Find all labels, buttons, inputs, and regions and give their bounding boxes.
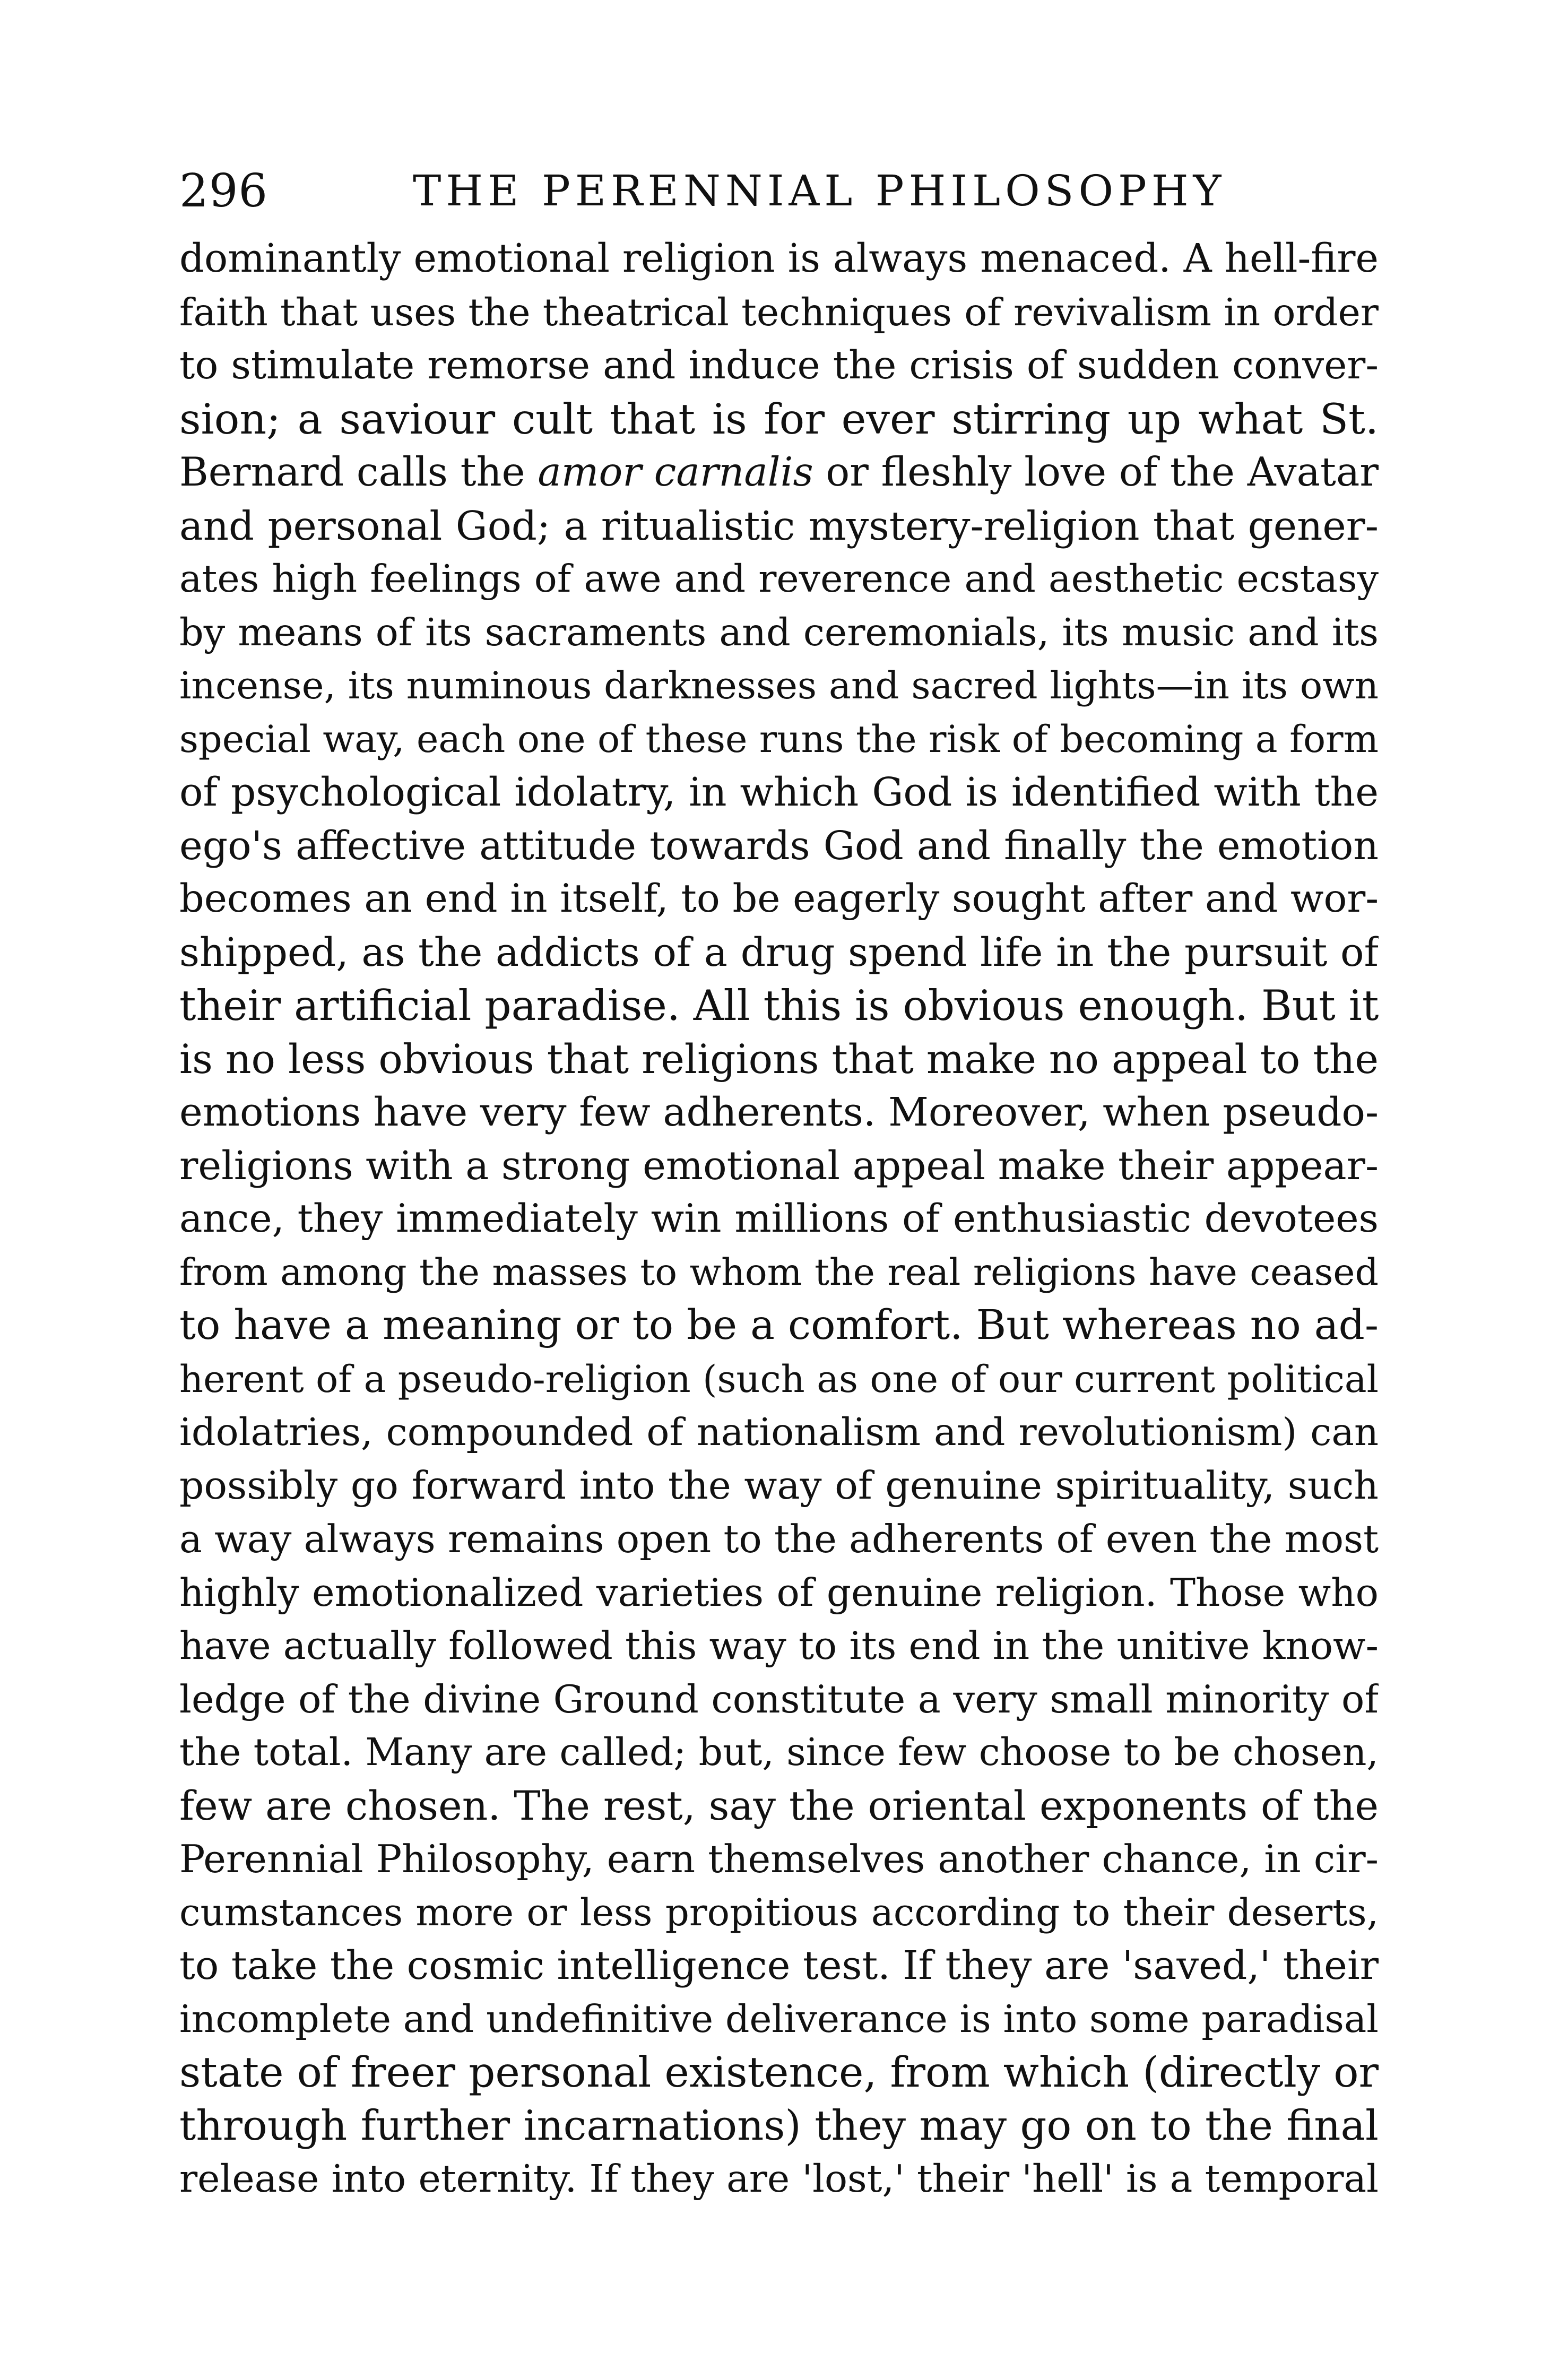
text-line: by means of its sacraments and ceremonials, its music and its: [179, 610, 1379, 654]
text-line: cumstances more or less propitious according to their deserts,: [179, 1890, 1379, 1934]
text-line: from among the masses to whom the real religions have ceased: [179, 1250, 1379, 1294]
text-line: to take the cosmic intelligence test. If they are 'saved,' their: [179, 1943, 1379, 1988]
text-line: their artificial paradise. All this is obvious enough. But it: [179, 981, 1379, 1030]
text-line: and personal God; a ritualistic mystery-religion that gener-: [179, 502, 1379, 549]
text-line: is no less obvious that religions that make no appeal to the: [179, 1035, 1379, 1083]
text-line: have actually followed this way to its end in the unitive know-: [179, 1623, 1379, 1668]
text-line: a way always remains open to the adherents of even the most: [179, 1517, 1379, 1561]
text-line: faith that uses the theatrical techniques of revivalism in order: [179, 290, 1379, 334]
body-text: [179, 232, 1379, 2206]
text-line: through further incarnations) they may go on to the final: [179, 2101, 1379, 2150]
text-line: ates high feelings of awe and reverence and aesthetic ecstasy: [179, 557, 1379, 601]
text-line: incomplete and undefinitive deliverance is into some paradisal: [179, 1996, 1379, 2041]
text-line: of psychological idolatry, in which God is identified with the: [179, 769, 1379, 815]
text-line: possibly go forward into the way of genuine spirituality, such: [179, 1463, 1379, 1508]
text-line: incense, its numinous darknesses and sacred lights—in its own: [179, 664, 1379, 707]
text-line: to stimulate remorse and induce the crisis of sudden conver-: [179, 343, 1379, 388]
text-line: ance, they immediately win millions of enthusiastic devotees: [179, 1196, 1379, 1241]
text-line: the total. Many are called; but, since few choose to be chosen,: [179, 1730, 1379, 1774]
text-line: few are chosen. The rest, say the oriental exponents of the: [179, 1782, 1379, 1829]
text-line: religions with a strong emotional appeal make their appear-: [179, 1143, 1379, 1189]
text-line: Bernard calls the amor carnalis or fleshly love of the Avatar: [179, 449, 1379, 495]
text-line: emotions have very few adherents. Moreover, when pseudo-: [179, 1089, 1379, 1135]
text-line: ledge of the divine Ground constitute a very small minority of: [179, 1676, 1379, 1722]
text-line: idolatries, compounded of nationalism and revolutionism) can: [179, 1410, 1379, 1454]
text-line: release into eternity. If they are 'lost,' their 'hell' is a temporal: [179, 2157, 1379, 2201]
text-line: special way, each one of these runs the risk of becoming a form: [179, 717, 1379, 761]
text-line: highly emotionalized varieties of genuine religion. Those who: [179, 1570, 1379, 1615]
running-head: [179, 159, 1379, 223]
text-line: sion; a saviour cult that is for ever stirring up what St.: [179, 394, 1379, 444]
running-title: THE PERENNIAL PHILOSOPHY: [413, 166, 1226, 215]
text-line: becomes an end in itself, to be eagerly sought after and wor-: [179, 876, 1379, 921]
text-line: herent of a pseudo-religion (such as one of our current political: [179, 1357, 1379, 1401]
text-line: dominantly emotional religion is always menaced. A hell-fire: [179, 236, 1379, 281]
text-line: Perennial Philosophy, earn themselves another chance, in cir-: [179, 1837, 1379, 1881]
text-line: shipped, as the addicts of a drug spend life in the pursuit of: [179, 929, 1379, 975]
italic-phrase: amor carnalis: [538, 449, 813, 495]
text-line: to have a meaning or to be a comfort. But whereas no ad-: [179, 1302, 1379, 1349]
page-number: 296: [179, 165, 268, 218]
text-line: state of freer personal existence, from which (directly or: [179, 2048, 1379, 2097]
text-line: ego's affective attitude towards God and finally the emotion: [179, 823, 1379, 869]
